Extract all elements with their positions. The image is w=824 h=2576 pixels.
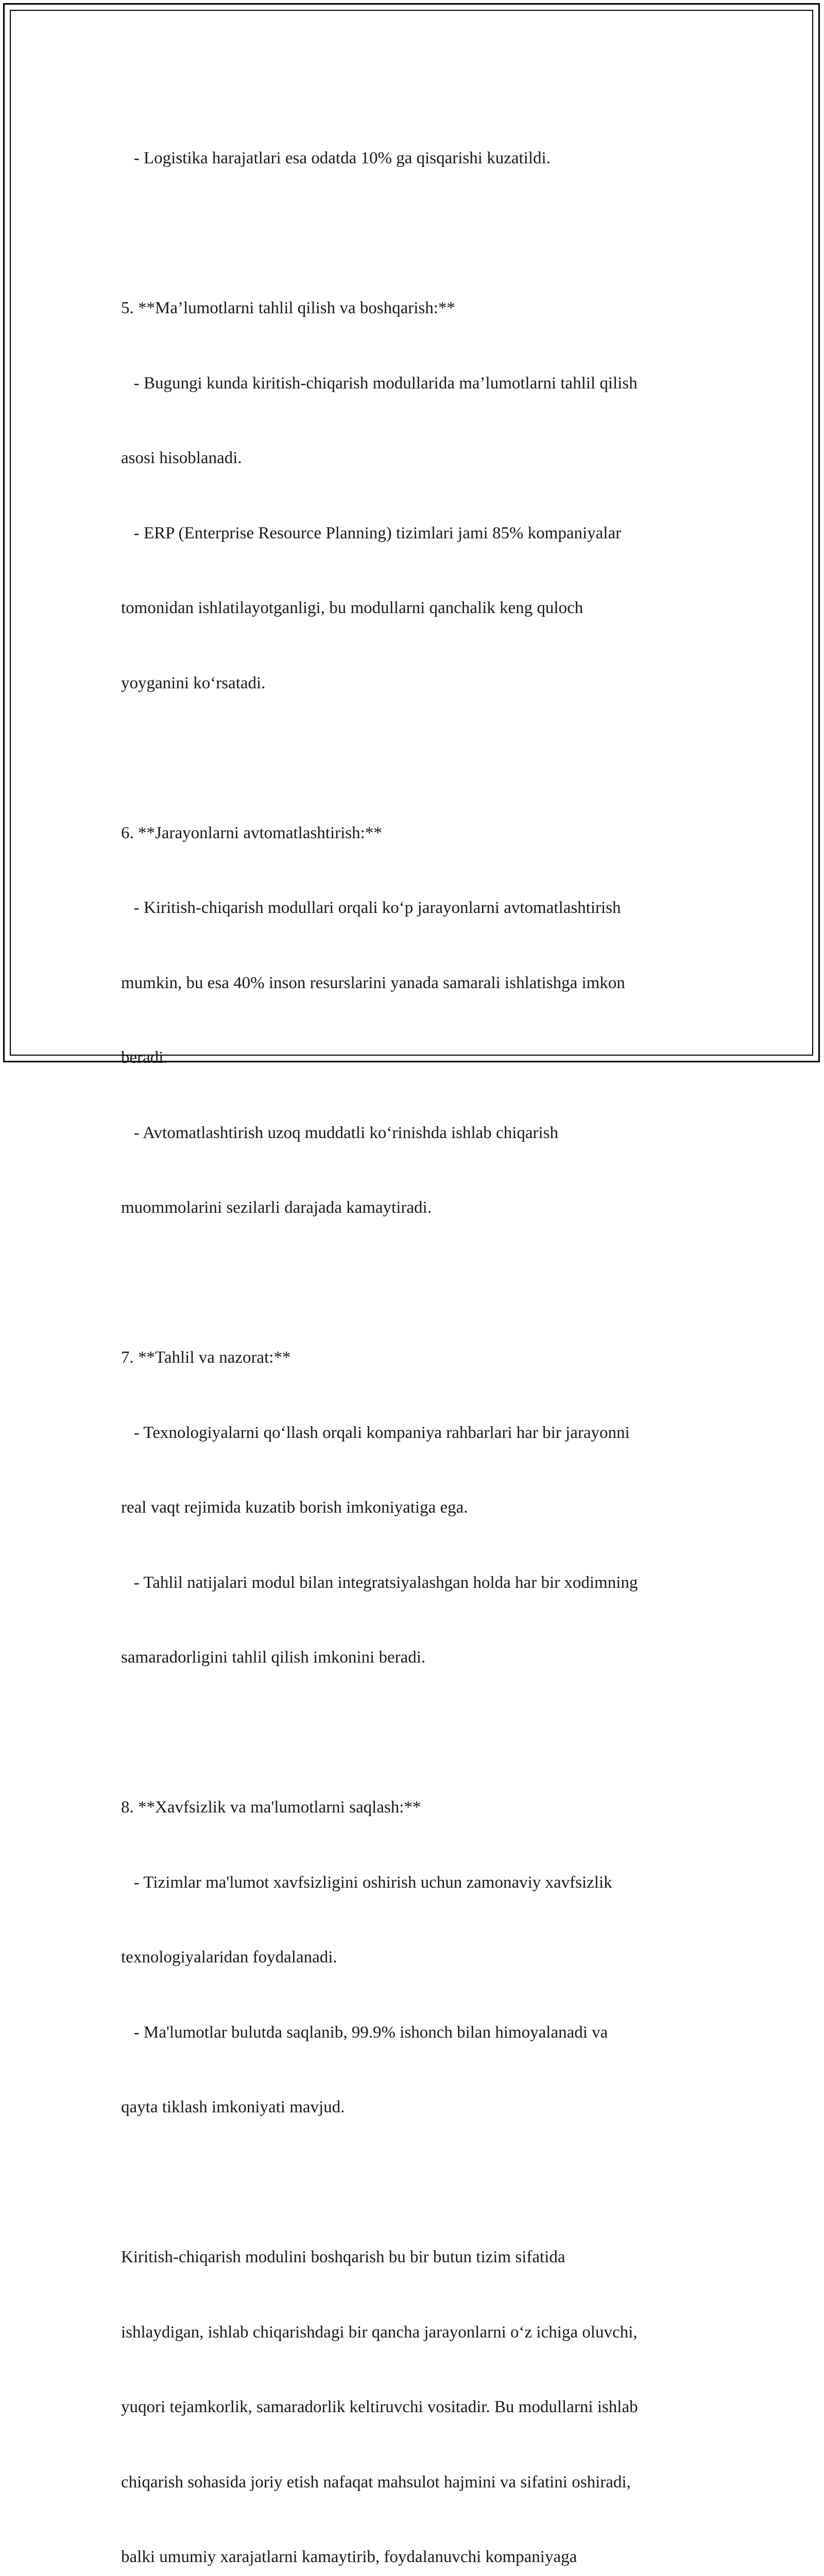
section-heading: 7. **Tahlil va nazorat:** [121, 1348, 291, 1367]
text-line: qayta tiklash imkoniyati mavjud. [121, 2098, 345, 2116]
blank-line [121, 745, 698, 771]
blank-line [121, 2170, 698, 2195]
blank-line [121, 221, 698, 246]
conclusion-line: Kiritish-chiqarish modulini boshqarish bu bir butun tizim sifatida [121, 2248, 565, 2266]
blank-line [121, 1720, 698, 1745]
text-line: - ERP (Enterprise Resource Planning) tizimlari jami 85% kompaniyalar [121, 523, 622, 543]
text-line: - Ma'lumotlar bulutda saqlanib, 99.9% ishonch bilan himoyalanadi va [121, 2023, 608, 2042]
conclusion-line: yuqori tejamkorlik, samaradorlik keltiruvchi vositadir. Bu modullarni ishlab [121, 2398, 638, 2416]
section-heading: 6. **Jarayonlarni avtomatlashtirish:** [121, 823, 382, 842]
text-line: yoyganini koʻrsatadi. [121, 673, 266, 692]
text-line: muommolarini sezilarli darajada kamaytiradi. [121, 1198, 432, 1217]
text-line: - Texnologiyalarni qoʻllash orqali kompaniya rahbarlari har bir jarayonni [121, 1423, 630, 1442]
conclusion-line: chiqarish sohasida joriy etish nafaqat mahsulot hajmini va sifatini oshiradi, [121, 2472, 631, 2492]
text-line: tomonidan ishlatilayotganligi, bu modullarni qanchalik keng quloch [121, 599, 583, 617]
text-line: beradi. [121, 1048, 168, 1067]
text-line: - Avtomatlashtirish uzoq muddatli koʻrinishda ishlab chiqarish [121, 1123, 559, 1142]
section-heading: 8. **Xavfsizlik va ma'lumotlarni saqlash:** [121, 1798, 421, 1817]
text-line: - Bugungi kunda kiritish-chiqarish modullarida ma’lumotlarni tahlil qilish [121, 374, 638, 393]
document-body [121, 96, 698, 2576]
text-line: mumkin, bu esa 40% inson resurslarini yanada samarali ishlatishga imkon [121, 973, 625, 992]
text-line: - Kiritish-chiqarish modullari orqali koʻp jarayonlarni avtomatlashtirish [121, 899, 621, 917]
text-line: - Tizimlar ma'lumot xavfsizligini oshirish uchun zamonaviy xavfsizlik [121, 1873, 612, 1892]
text-line: samaradorligini tahlil qilish imkonini beradi. [121, 1648, 426, 1667]
text-line: real vaqt rejimida kuzatib borish imkoniyatiga ega. [121, 1498, 468, 1517]
section-heading: 5. **Ma’lumotlarni tahlil qilish va boshqarish:** [121, 299, 455, 317]
conclusion-line: ishlaydigan, ishlab chiqarishdagi bir qancha jarayonlarni oʻz ichiga oluvchi, [121, 2323, 638, 2342]
blank-line [121, 1270, 698, 1296]
conclusion-line: balki umumiy xarajatlarni kamaytirib, foydalanuvchi kompaniyaga [121, 2548, 577, 2566]
text-line: - Tahlil natijalari modul bilan integratsiyalashgan holda har bir xodimning [121, 1573, 638, 1592]
text-line: - Logistika harajatlari esa odatda 10% ga qisqarishi kuzatildi. [121, 149, 551, 167]
text-line: texnologiyalaridan foydalanadi. [121, 1948, 337, 1967]
text-line: asosi hisoblanadi. [121, 449, 242, 467]
